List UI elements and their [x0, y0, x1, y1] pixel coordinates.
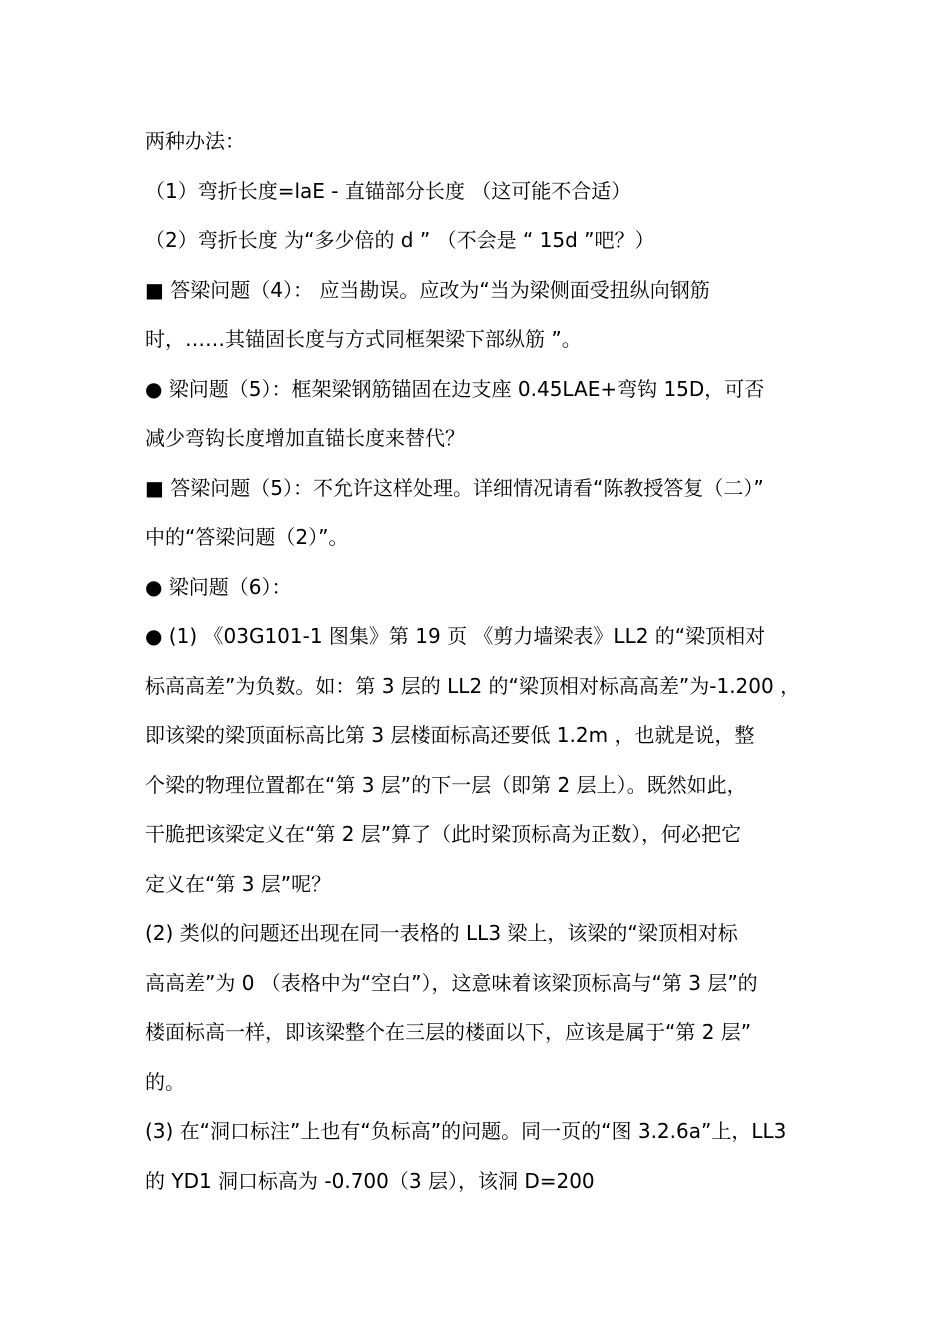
text-line: 个梁的物理位置都在“第 3 层”的下一层（即第 2 层上）。既然如此， — [145, 772, 747, 797]
text-line: 楼面标高一样，即该梁整个在三层的楼面以下，应该是属于“第 2 层” — [145, 1020, 752, 1044]
text-line: （1）弯折长度=laE - 直锚部分长度 （这可能不合适） — [145, 178, 632, 203]
text-line: 中的“答梁问题（2）”。 — [145, 525, 349, 549]
text-line: (2) 类似的问题还出现在同一表格的 LL3 梁上，该梁的“梁顶相对标 — [145, 921, 738, 945]
text-line: 干脆把该梁定义在“第 2 层”算了（此时梁顶标高为正数），何必把它 — [145, 822, 742, 846]
text-line: ● 梁问题（5）：框架梁钢筋锚固在边支座 0.45LAE+弯钩 15D，可否 — [145, 376, 765, 401]
text-line: 标高高差”为负数。如：第 3 层的 LL2 的“梁顶相对标高高差”为-1.200 ， — [145, 673, 801, 698]
text-line: 的 YD1 洞口标高为 -0.700（3 层），该洞 D=200 — [145, 1168, 595, 1193]
text-line: (3) 在“洞口标注”上也有“负标高”的问题。同一页的“图 3.2.6a”上，LL3 — [145, 1119, 787, 1143]
text-line: 两种办法： — [145, 129, 245, 153]
text-line: 减少弯钩长度增加直锚长度来替代？ — [145, 426, 465, 450]
text-line: 高高差”为 0 （表格中为“空白”），这意味着该梁顶标高与“第 3 层”的 — [145, 970, 758, 995]
text-line: ● (1) 《03G101-1 图集》第 19 页 《剪力墙梁表》LL2 的“梁顶相对 — [145, 624, 766, 648]
text-line: 定义在“第 3 层”呢？ — [145, 871, 332, 896]
text-line: ● 梁问题（6）： — [145, 574, 292, 599]
document-body — [145, 117, 810, 1206]
text-line: （2）弯折长度 为“多少倍的 d ” （不会是 “ 15d ”吧？） — [145, 228, 655, 252]
text-line: 即该梁的梁顶面标高比第 3 层楼面标高还要低 1.2m ，也就是说，整 — [145, 723, 755, 747]
text-line: ■ 答梁问题（4）： 应当勘误。应改为“当为梁侧面受扭纵向钢筋 — [145, 277, 710, 302]
text-line: ■ 答梁问题（5）：不允许这样处理。详细情况请看“陈教授答复（二）” — [145, 475, 764, 500]
text-line: 的。 — [145, 1069, 185, 1094]
text-line: 时，……其锚固长度与方式同框架梁下部纵筋 ”。 — [145, 327, 582, 351]
